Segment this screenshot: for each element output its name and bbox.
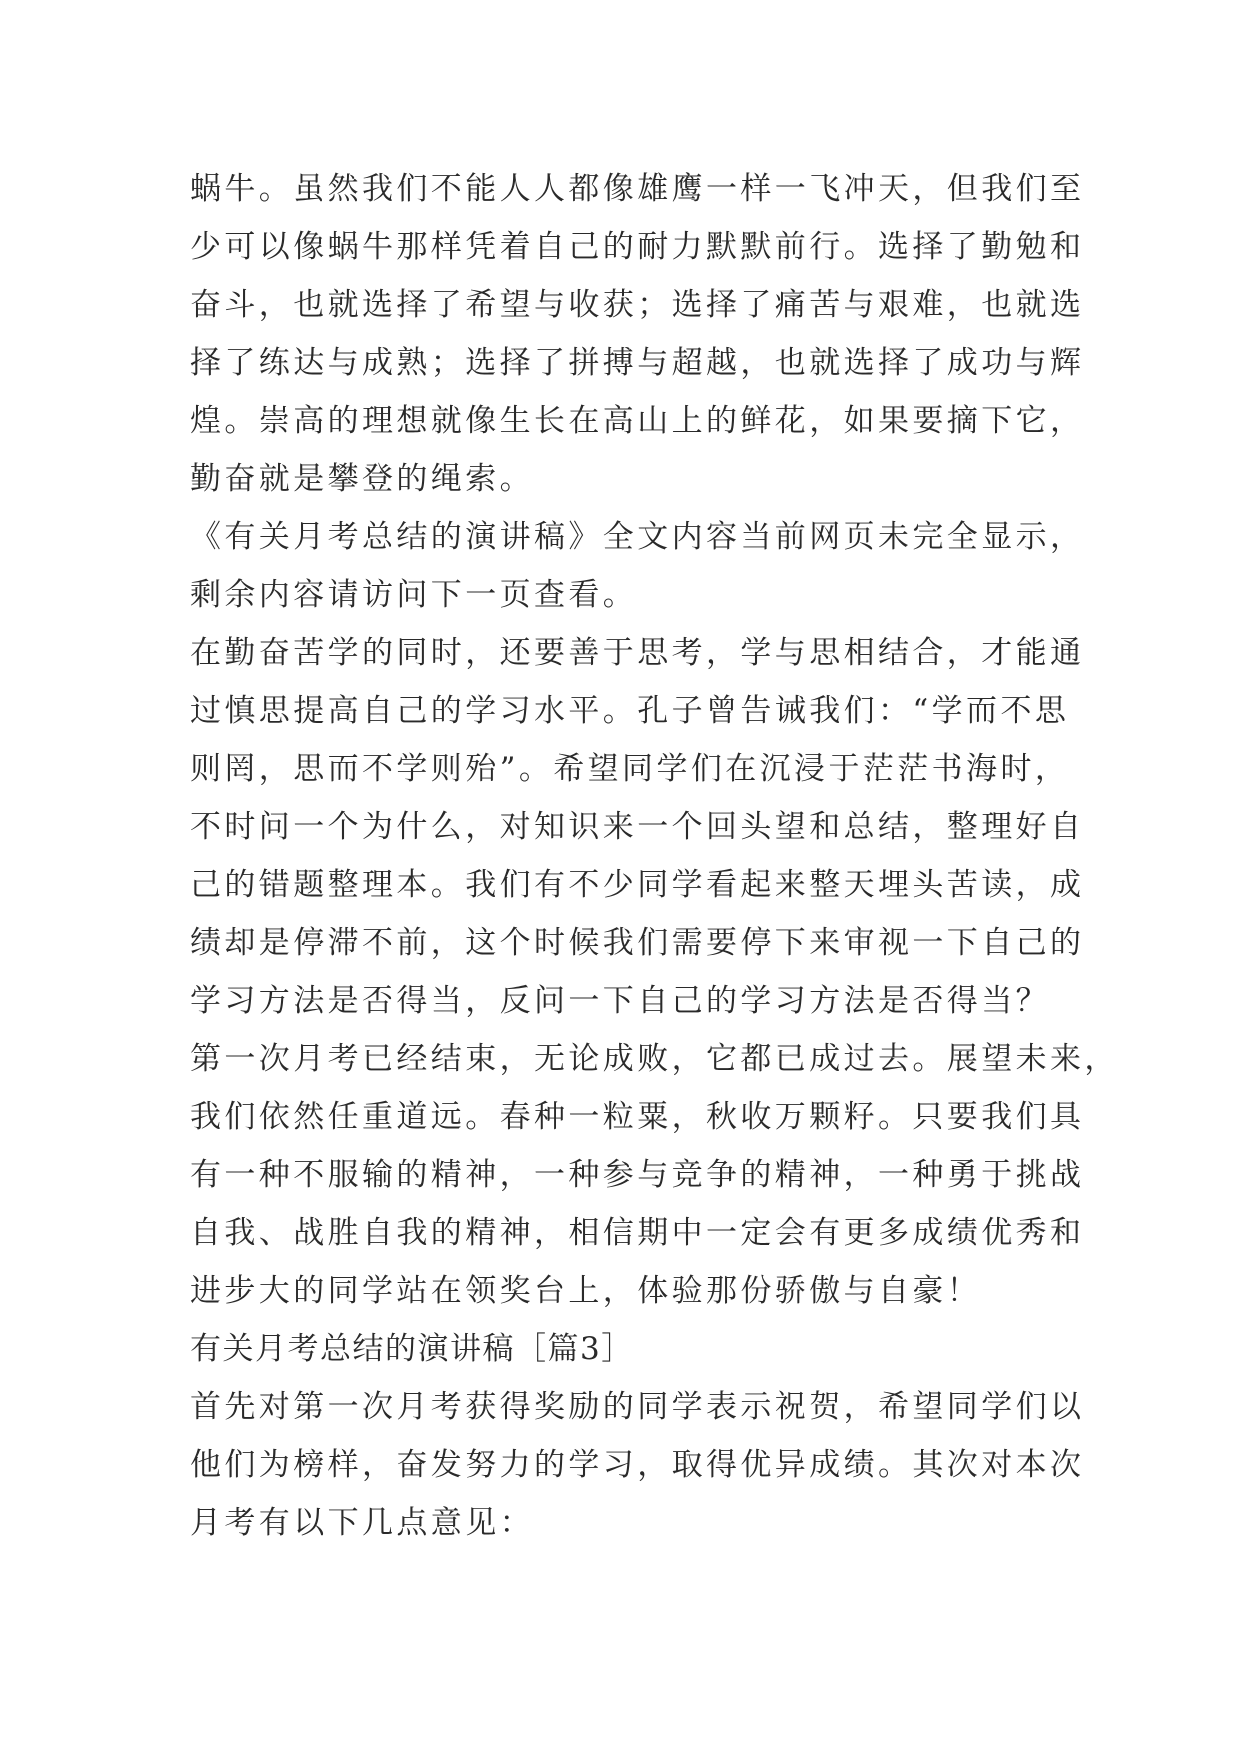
text-line: 不时问一个为什么，对知识来一个回头望和总结，整理好自: [190, 809, 1085, 845]
text-line: 剩余内容请访问下一页查看。: [190, 577, 638, 613]
text-line: 我们依然任重道远。春种一粒粟，秋收万颗籽。只要我们具: [190, 1099, 1085, 1135]
text-line: 有一种不服输的精神，一种参与竞争的精神，一种勇于挑战: [190, 1157, 1085, 1193]
paragraph-p4: [190, 1030, 1119, 1320]
text-line: 首先对第一次月考获得奖励的同学表示祝贺，希望同学们以: [190, 1389, 1085, 1425]
paragraph-continue-notice: [190, 508, 1085, 624]
paragraph-p1: [190, 160, 1085, 508]
text-line: 学习方法是否得当，反问一下自己的学习方法是否得当？: [190, 983, 1050, 1019]
text-line: 进步大的同学站在领奖台上，体验那份骄傲与自豪！: [190, 1273, 982, 1309]
text-line: 第一次月考已经结束，无论成败，它都已成过去。展望未来，: [190, 1041, 1119, 1077]
paragraph-p3: [190, 624, 1085, 1030]
text-line: 少可以像蜗牛那样凭着自己的耐力默默前行。选择了勤勉和: [190, 229, 1085, 265]
text-line: 绩却是停滞不前，这个时候我们需要停下来审视一下自己的: [190, 925, 1085, 961]
text-line: 煌。崇高的理想就像生长在高山上的鲜花，如果要摘下它，: [190, 403, 1085, 439]
text-line: 自我、战胜自我的精神，相信期中一定会有更多成绩优秀和: [190, 1215, 1085, 1251]
text-line: 他们为榜样，奋发努力的学习，取得优异成绩。其次对本次: [190, 1447, 1085, 1483]
text-line: 奋斗，也就选择了希望与收获；选择了痛苦与艰难，也就选: [190, 287, 1085, 323]
document-body: [190, 160, 1119, 1552]
text-line: 勤奋就是攀登的绳索。: [190, 461, 534, 497]
text-line: 己的错题整理本。我们有不少同学看起来整天埋头苦读，成: [190, 867, 1085, 903]
text-line: 过慎思提高自己的学习水平。孔子曾告诫我们：“学而不思: [190, 693, 1070, 729]
paragraph-p5: [190, 1378, 1085, 1552]
text-line: 《有关月考总结的演讲稿》全文内容当前网页未完全显示，: [190, 519, 1085, 555]
section-title: 有关月考总结的演讲稿［篇3］: [190, 1331, 634, 1367]
text-line: 蜗牛。虽然我们不能人人都像雄鹰一样一飞冲天，但我们至: [190, 171, 1085, 207]
text-line: 则罔，思而不学则殆”。希望同学们在沉浸于茫茫书海时，: [190, 751, 1070, 787]
text-line: 月考有以下几点意见：: [190, 1505, 534, 1541]
section-heading: [190, 1320, 1070, 1378]
text-line: 在勤奋苦学的同时，还要善于思考，学与思相结合，才能通: [190, 635, 1085, 671]
text-line: 择了练达与成熟；选择了拼搏与超越，也就选择了成功与辉: [190, 345, 1085, 381]
